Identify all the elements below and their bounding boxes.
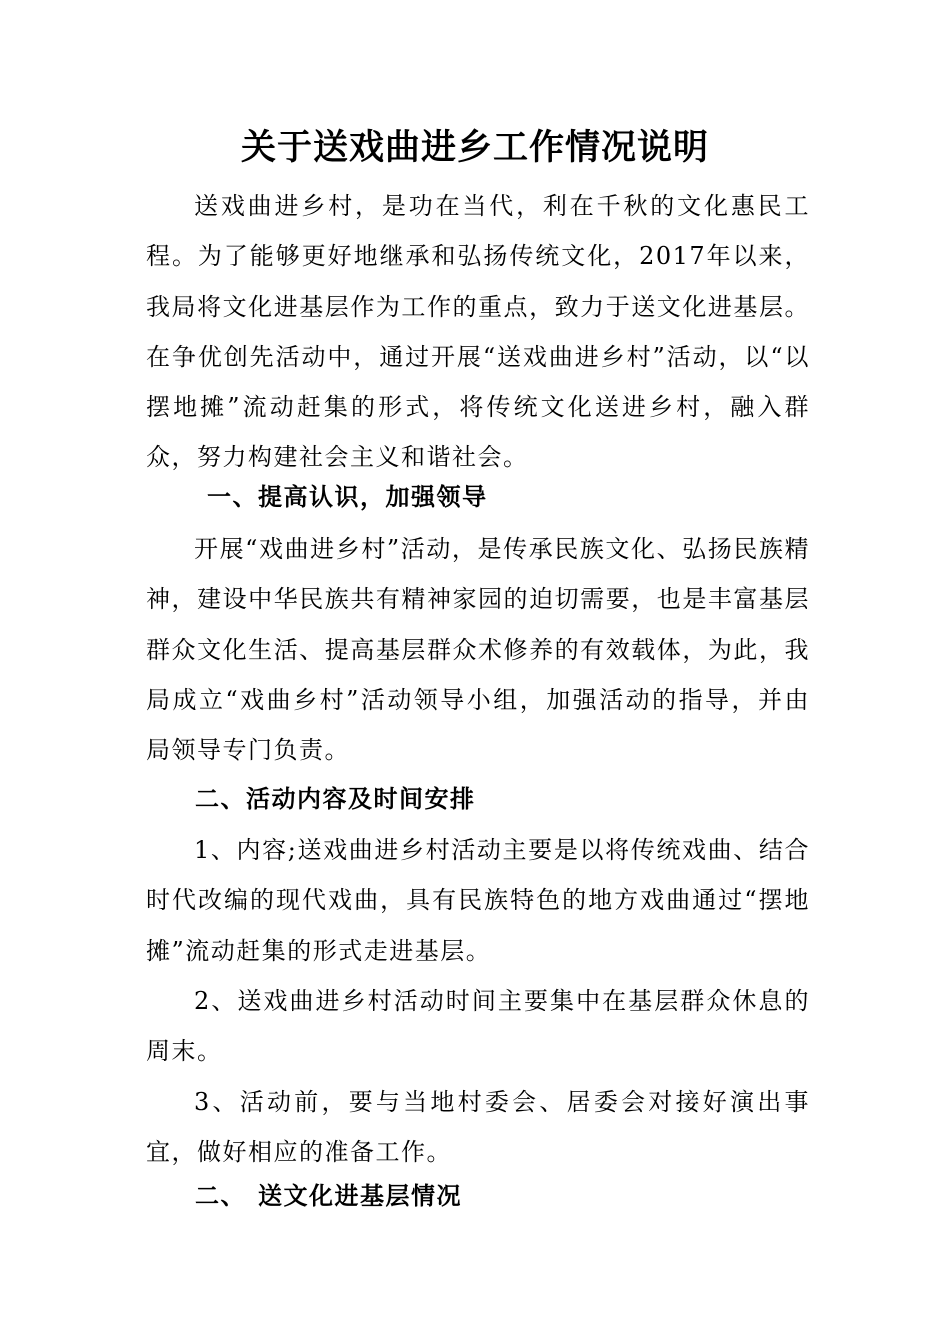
section3-heading-number: 二、 xyxy=(195,1181,246,1210)
document-title: 关于送戏曲进乡工作情况说明 xyxy=(240,127,709,168)
section1-paragraph: 开展“戏曲进乡村”活动，是传承民族文化、弘扬民族精神，建设中华民族共有精神家园的迫切需要，也是丰富基层群众文化生活、提高基层群众术修养的有效载体，为此，我局成立“戏曲乡村”活动领导小组，加强活动的指导，并由局领导专门负责。 xyxy=(146,535,810,765)
section3-heading-text: 送文化进基层情况 xyxy=(258,1181,462,1210)
section2-item-3: 3、活动前，要与当地村委会、居委会对接好演出事宜，做好相应的准备工作。 xyxy=(146,1088,810,1167)
section2-item-2: 2、送戏曲进乡村活动时间主要集中在基层群众休息的周末。 xyxy=(146,987,810,1066)
intro-paragraph: 送戏曲进乡村，是功在当代，利在千秋的文化惠民工程。为了能够更好地继承和弘扬传统文化，2017年以来，我局将文化进基层作为工作的重点，致力于送文化进基层。在争优创先活动中，通过开展“送戏曲进乡村”活动，以“以摆地摊”流动赶集的形式，将传统文化送进乡村，融入群众，努力构建社会主义和谐社会。 xyxy=(146,192,810,472)
section2-item-1: 1、内容;送戏曲进乡村活动主要是以将传统戏曲、结合时代改编的现代戏曲，具有民族特色的地方戏曲通过“摆地摊”流动赶集的形式走进基层。 xyxy=(146,836,810,965)
section3-heading xyxy=(195,1171,462,1221)
section2-heading: 二、活动内容及时间安排 xyxy=(195,784,476,813)
section1-heading: 一、提高认识，加强领导 xyxy=(207,482,488,511)
